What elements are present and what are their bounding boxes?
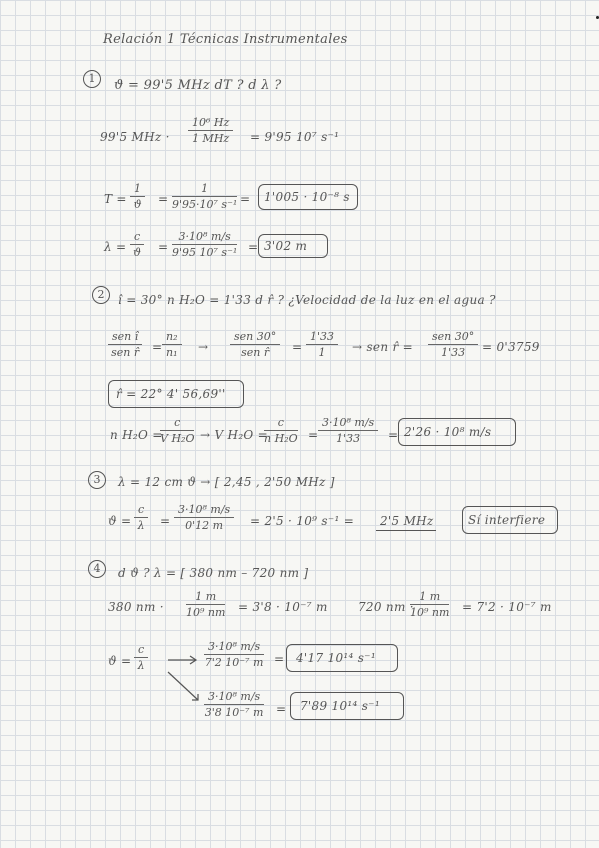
equals-sign: = bbox=[308, 428, 319, 442]
velocity-step: → V H₂O = bbox=[200, 428, 269, 442]
fraction-numerator: 1 bbox=[130, 182, 145, 197]
fraction-numerator: c bbox=[130, 230, 144, 245]
conversion-result: = 7'2 · 10⁻⁷ m bbox=[462, 600, 552, 614]
fraction-numerator: c bbox=[134, 503, 148, 518]
equals-sign: = bbox=[152, 340, 163, 354]
fraction-numerator: 1 bbox=[172, 182, 237, 197]
equals-sign: = bbox=[240, 192, 251, 206]
conversion-left: 380 nm · bbox=[108, 600, 164, 614]
problem-number: 1 bbox=[83, 70, 101, 88]
conversion-left: 99'5 MHz · bbox=[100, 130, 170, 144]
conversion-result: = 3'8 · 10⁻⁷ m bbox=[238, 600, 328, 614]
fraction-numerator: 3·10⁸ m/s bbox=[174, 503, 234, 518]
frequency-result: 2'5 MHz bbox=[380, 514, 434, 528]
equals-sign: = bbox=[160, 514, 171, 528]
fraction-numerator: n₂ bbox=[162, 330, 182, 345]
fraction-numerator: 3·10⁸ m/s bbox=[204, 640, 264, 655]
problem-statement: d ϑ ? λ = [ 380 nm – 720 nm ] bbox=[118, 566, 309, 580]
fraction-denominator: λ bbox=[137, 519, 145, 532]
fraction-numerator: 1 m bbox=[410, 590, 449, 605]
velocity-result: 2'26 · 10⁸ m/s bbox=[404, 425, 492, 439]
fraction-numerator: 1 m bbox=[186, 590, 225, 605]
fraction-numerator: 10⁶ Hz bbox=[188, 116, 233, 131]
velocity-label: n H₂O = bbox=[110, 428, 163, 442]
page-title: Relación 1 Técnicas Instrumentales bbox=[103, 32, 348, 47]
fraction-denominator: 0'12 m bbox=[185, 519, 224, 532]
fraction-denominator: λ bbox=[137, 659, 145, 672]
frequency-label: ϑ = bbox=[108, 514, 132, 528]
problem-number: 3 bbox=[88, 471, 106, 489]
equals-sign: = bbox=[158, 240, 169, 254]
fraction-denominator: 9'95 10⁷ s⁻¹ bbox=[172, 246, 238, 259]
fraction-denominator: 1 MHz bbox=[192, 132, 230, 145]
equals-sign: = bbox=[388, 428, 399, 442]
problem-number: 2 bbox=[92, 286, 110, 304]
frequency-result: 4'17 10¹⁴ s⁻¹ bbox=[296, 651, 376, 665]
fraction-numerator: c bbox=[264, 416, 298, 431]
fraction-denominator: sen r̂ bbox=[241, 346, 270, 359]
fraction-denominator: 10⁹ nm bbox=[186, 606, 226, 619]
problem-statement: λ = 12 cm ϑ → [ 2,45 , 2'50 MHz ] bbox=[118, 475, 335, 489]
equals-sign: = bbox=[292, 340, 303, 354]
fraction-numerator: 3·10⁸ m/s bbox=[172, 230, 237, 245]
fraction-numerator: sen î bbox=[108, 330, 142, 345]
fraction-denominator: 1'33 bbox=[336, 432, 361, 445]
snell-step: → sen r̂ = bbox=[352, 340, 413, 354]
equals-sign: = bbox=[158, 192, 169, 206]
wavelength-result: 3'02 m bbox=[264, 239, 308, 253]
fraction-numerator: 3·10⁸ m/s bbox=[204, 690, 264, 705]
period-result: 1'005 · 10⁻⁸ s bbox=[264, 190, 350, 204]
fraction-denominator: 7'2 10⁻⁷ m bbox=[204, 656, 264, 669]
fraction-numerator: sen 30° bbox=[428, 330, 478, 345]
problem-statement: ϑ = 99'5 MHz dT ? d λ ? bbox=[114, 78, 282, 93]
frequency-value: = 2'5 · 10⁹ s⁻¹ = bbox=[250, 514, 355, 528]
fraction-denominator: 3'8 10⁻⁷ m bbox=[204, 706, 264, 719]
interference-note: Sí interfiere bbox=[468, 513, 546, 527]
fraction-denominator: n H₂O bbox=[264, 432, 298, 445]
conversion-result: = 9'95 10⁷ s⁻¹ bbox=[250, 130, 340, 144]
fraction-denominator: ϑ bbox=[133, 246, 142, 259]
fraction-denominator: sen r̂ bbox=[111, 346, 140, 359]
conversion-left: 720 nm · bbox=[358, 600, 414, 614]
angle-result: r̂ = 22° 4' 56,69'' bbox=[116, 387, 226, 401]
fraction-denominator: ϑ bbox=[133, 198, 142, 211]
fraction-denominator: V H₂O bbox=[160, 432, 195, 445]
snell-result: = 0'3759 bbox=[482, 340, 540, 354]
arrow-down-right bbox=[168, 672, 198, 700]
fraction-denominator: 10⁹ nm bbox=[410, 606, 450, 619]
fraction-numerator: sen 30° bbox=[230, 330, 280, 345]
equals-sign: = bbox=[274, 652, 285, 666]
period-label: T = bbox=[104, 192, 127, 206]
fraction-numerator: c bbox=[134, 643, 148, 658]
fraction-numerator: 3·10⁸ m/s bbox=[318, 416, 378, 431]
problem-number: 4 bbox=[88, 560, 106, 578]
fraction-denominator: 1 bbox=[318, 346, 326, 359]
frequency-label: ϑ = bbox=[108, 654, 132, 668]
problem-statement: î = 30° n H₂O = 1'33 d r̂ ? ¿Velocidad de la luz en el agua ? bbox=[118, 293, 496, 307]
equals-sign: = bbox=[248, 240, 259, 254]
fraction-denominator: n₁ bbox=[166, 346, 178, 359]
fraction-numerator: c bbox=[160, 416, 194, 431]
frequency-result: 7'89 10¹⁴ s⁻¹ bbox=[300, 699, 380, 713]
wavelength-label: λ = bbox=[104, 240, 127, 254]
fraction-numerator: 1'33 bbox=[306, 330, 338, 345]
fraction-denominator: 1'33 bbox=[441, 346, 466, 359]
equals-sign: = bbox=[276, 702, 287, 716]
fraction-denominator: 9'95·10⁷ s⁻¹ bbox=[172, 198, 238, 211]
arrow: → bbox=[198, 340, 209, 354]
